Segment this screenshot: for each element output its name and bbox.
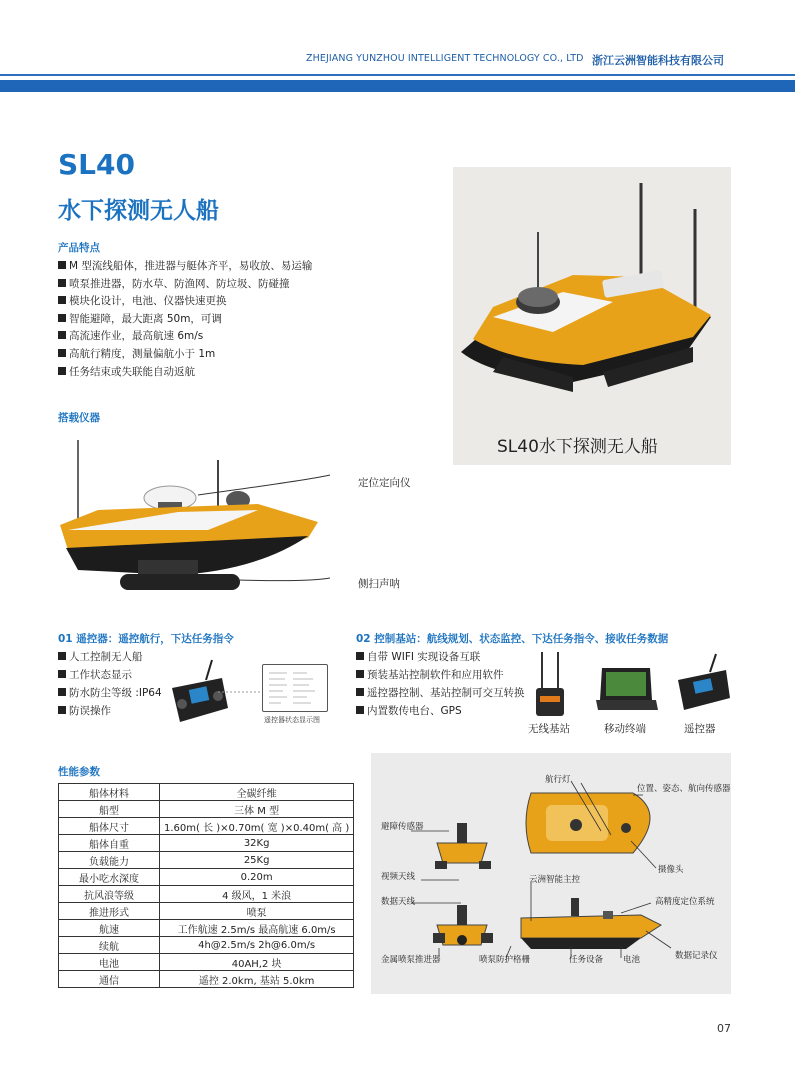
table-row: 船型 三体 M 型 <box>59 801 354 818</box>
table-row: 负载能力 25Kg <box>59 852 354 869</box>
feature-item: 高航行精度，测量偏航小于 1m <box>58 346 312 364</box>
feature-item: 模块化设计，电池、仪器快速更换 <box>58 293 312 311</box>
feature-item: 高流速作业，最高航速 6m/s <box>58 328 312 346</box>
model-title: SL40 <box>58 148 135 181</box>
table-row: 船体自重 32Kg <box>59 835 354 852</box>
company-name-cn: 浙江云洲智能科技有限公司 <box>592 54 724 67</box>
table-row: 船体材料 全碳纤维 <box>59 784 354 801</box>
base-item: 自带 WIFI 实现设备互联 <box>356 648 525 666</box>
device-label-terminal: 移动终端 <box>604 723 646 735</box>
label-pose-sensor: 位置、姿态、航向传感器 <box>637 784 731 794</box>
connector-dots <box>218 690 262 694</box>
status-screen-content <box>263 665 327 711</box>
feature-item: 智能避障，最大距离 50m，可调 <box>58 311 312 329</box>
sidescan-sonar-label: 侧扫声呐 <box>358 578 400 590</box>
specs-heading: 性能参数 <box>58 766 100 778</box>
page-number: 07 <box>717 1022 731 1035</box>
table-row: 续航 4h@2.5m/s 2h@6.0m/s <box>59 937 354 954</box>
product-title: 水下探测无人船 <box>58 198 219 224</box>
label-data-antenna: 数据天线 <box>381 897 416 907</box>
table-row: 推进形式 喷泵 <box>59 903 354 920</box>
controller-item: 防误操作 <box>58 702 162 720</box>
table-row: 最小吃水深度 0.20m <box>59 869 354 886</box>
table-row: 通信 遥控 2.0km, 基站 5.0km <box>59 971 354 988</box>
label-video-antenna: 视频天线 <box>381 872 416 882</box>
table-row: 抗风浪等级 4 级风，1 米浪 <box>59 886 354 903</box>
base-heading: 02 控制基站：航线规划、状态监控、下达任务指令、接收任务数据 <box>356 633 669 645</box>
boat-photo-image <box>453 167 731 465</box>
base-item: 预装基站控制软件和应用软件 <box>356 666 525 684</box>
header-rule <box>0 74 795 76</box>
base-item: 内置数传电台、GPS <box>356 702 525 720</box>
controller-heading: 01 遥控器：遥控航行，下达任务指令 <box>58 633 234 645</box>
company-name-en: ZHEJIANG YUNZHOU INTELLIGENT TECHNOLOGY CO., LTD <box>306 53 584 64</box>
remote-image-small <box>676 652 732 718</box>
controller-list <box>58 648 162 720</box>
feature-item: M 型流线船体，推进器与艇体齐平，易收放、易运输 <box>58 258 312 276</box>
table-row: 航速 工作航速 2.5m/s 最高航速 6.0m/s <box>59 920 354 937</box>
feature-item: 喷泵推进器，防水草、防渔网、防垃圾、防碰撞 <box>58 276 312 294</box>
controller-item: 工作状态显示 <box>58 666 162 684</box>
label-pump-grille: 喷泵防护格栅 <box>479 955 531 965</box>
boat-top-view <box>526 793 650 853</box>
base-list <box>356 648 525 720</box>
product-photo <box>453 167 731 465</box>
label-hp-positioning: 高精度定位系统 <box>655 897 715 907</box>
boat-side-view <box>58 430 358 610</box>
table-row: 电池 40AH,2 块 <box>59 954 354 971</box>
gnss-heading-label: 定位定向仪 <box>358 477 411 489</box>
label-battery: 电池 <box>623 955 641 965</box>
photo-caption: SL40水下探测无人船 <box>497 437 658 457</box>
instruments-heading: 搭载仪器 <box>58 412 100 424</box>
wireless-base-image <box>532 650 568 720</box>
boat-front-view-top <box>435 823 491 869</box>
device-label-remote: 遥控器 <box>684 723 716 735</box>
device-label-base: 无线基站 <box>528 723 570 735</box>
features-list <box>58 258 312 381</box>
label-nav-light: 航行灯 <box>545 775 571 785</box>
mobile-terminal-image <box>596 664 658 714</box>
table-row: 船体尺寸 1.60m( 长 )×0.70m( 宽 )×0.40m( 高 ) <box>59 818 354 835</box>
boat-side-view-small <box>521 898 661 949</box>
component-diagram <box>371 753 731 994</box>
label-obstacle-sensor: 避障传感器 <box>381 822 424 832</box>
label-camera: 摄像头 <box>658 865 684 875</box>
boat-front-view-bottom <box>433 905 493 945</box>
controller-item: 人工控制无人船 <box>58 648 162 666</box>
base-item: 遥控器控制、基站控制可交互转换 <box>356 684 525 702</box>
feature-item: 任务结束或失联能自动返航 <box>58 364 312 382</box>
header-band <box>0 80 795 92</box>
specs-table <box>58 783 354 988</box>
features-heading: 产品特点 <box>58 242 100 254</box>
label-main-controller: 云洲智能主控 <box>529 875 581 885</box>
label-data-logger: 数据记录仪 <box>675 951 718 961</box>
controller-status-screen <box>262 664 328 712</box>
label-task-equipment: 任务设备 <box>569 955 604 965</box>
screen-caption: 遥控器状态显示图 <box>264 716 320 724</box>
controller-item: 防水防尘等级 :IP64 <box>58 684 162 702</box>
label-metal-pump: 金属喷泵推进器 <box>381 955 441 965</box>
